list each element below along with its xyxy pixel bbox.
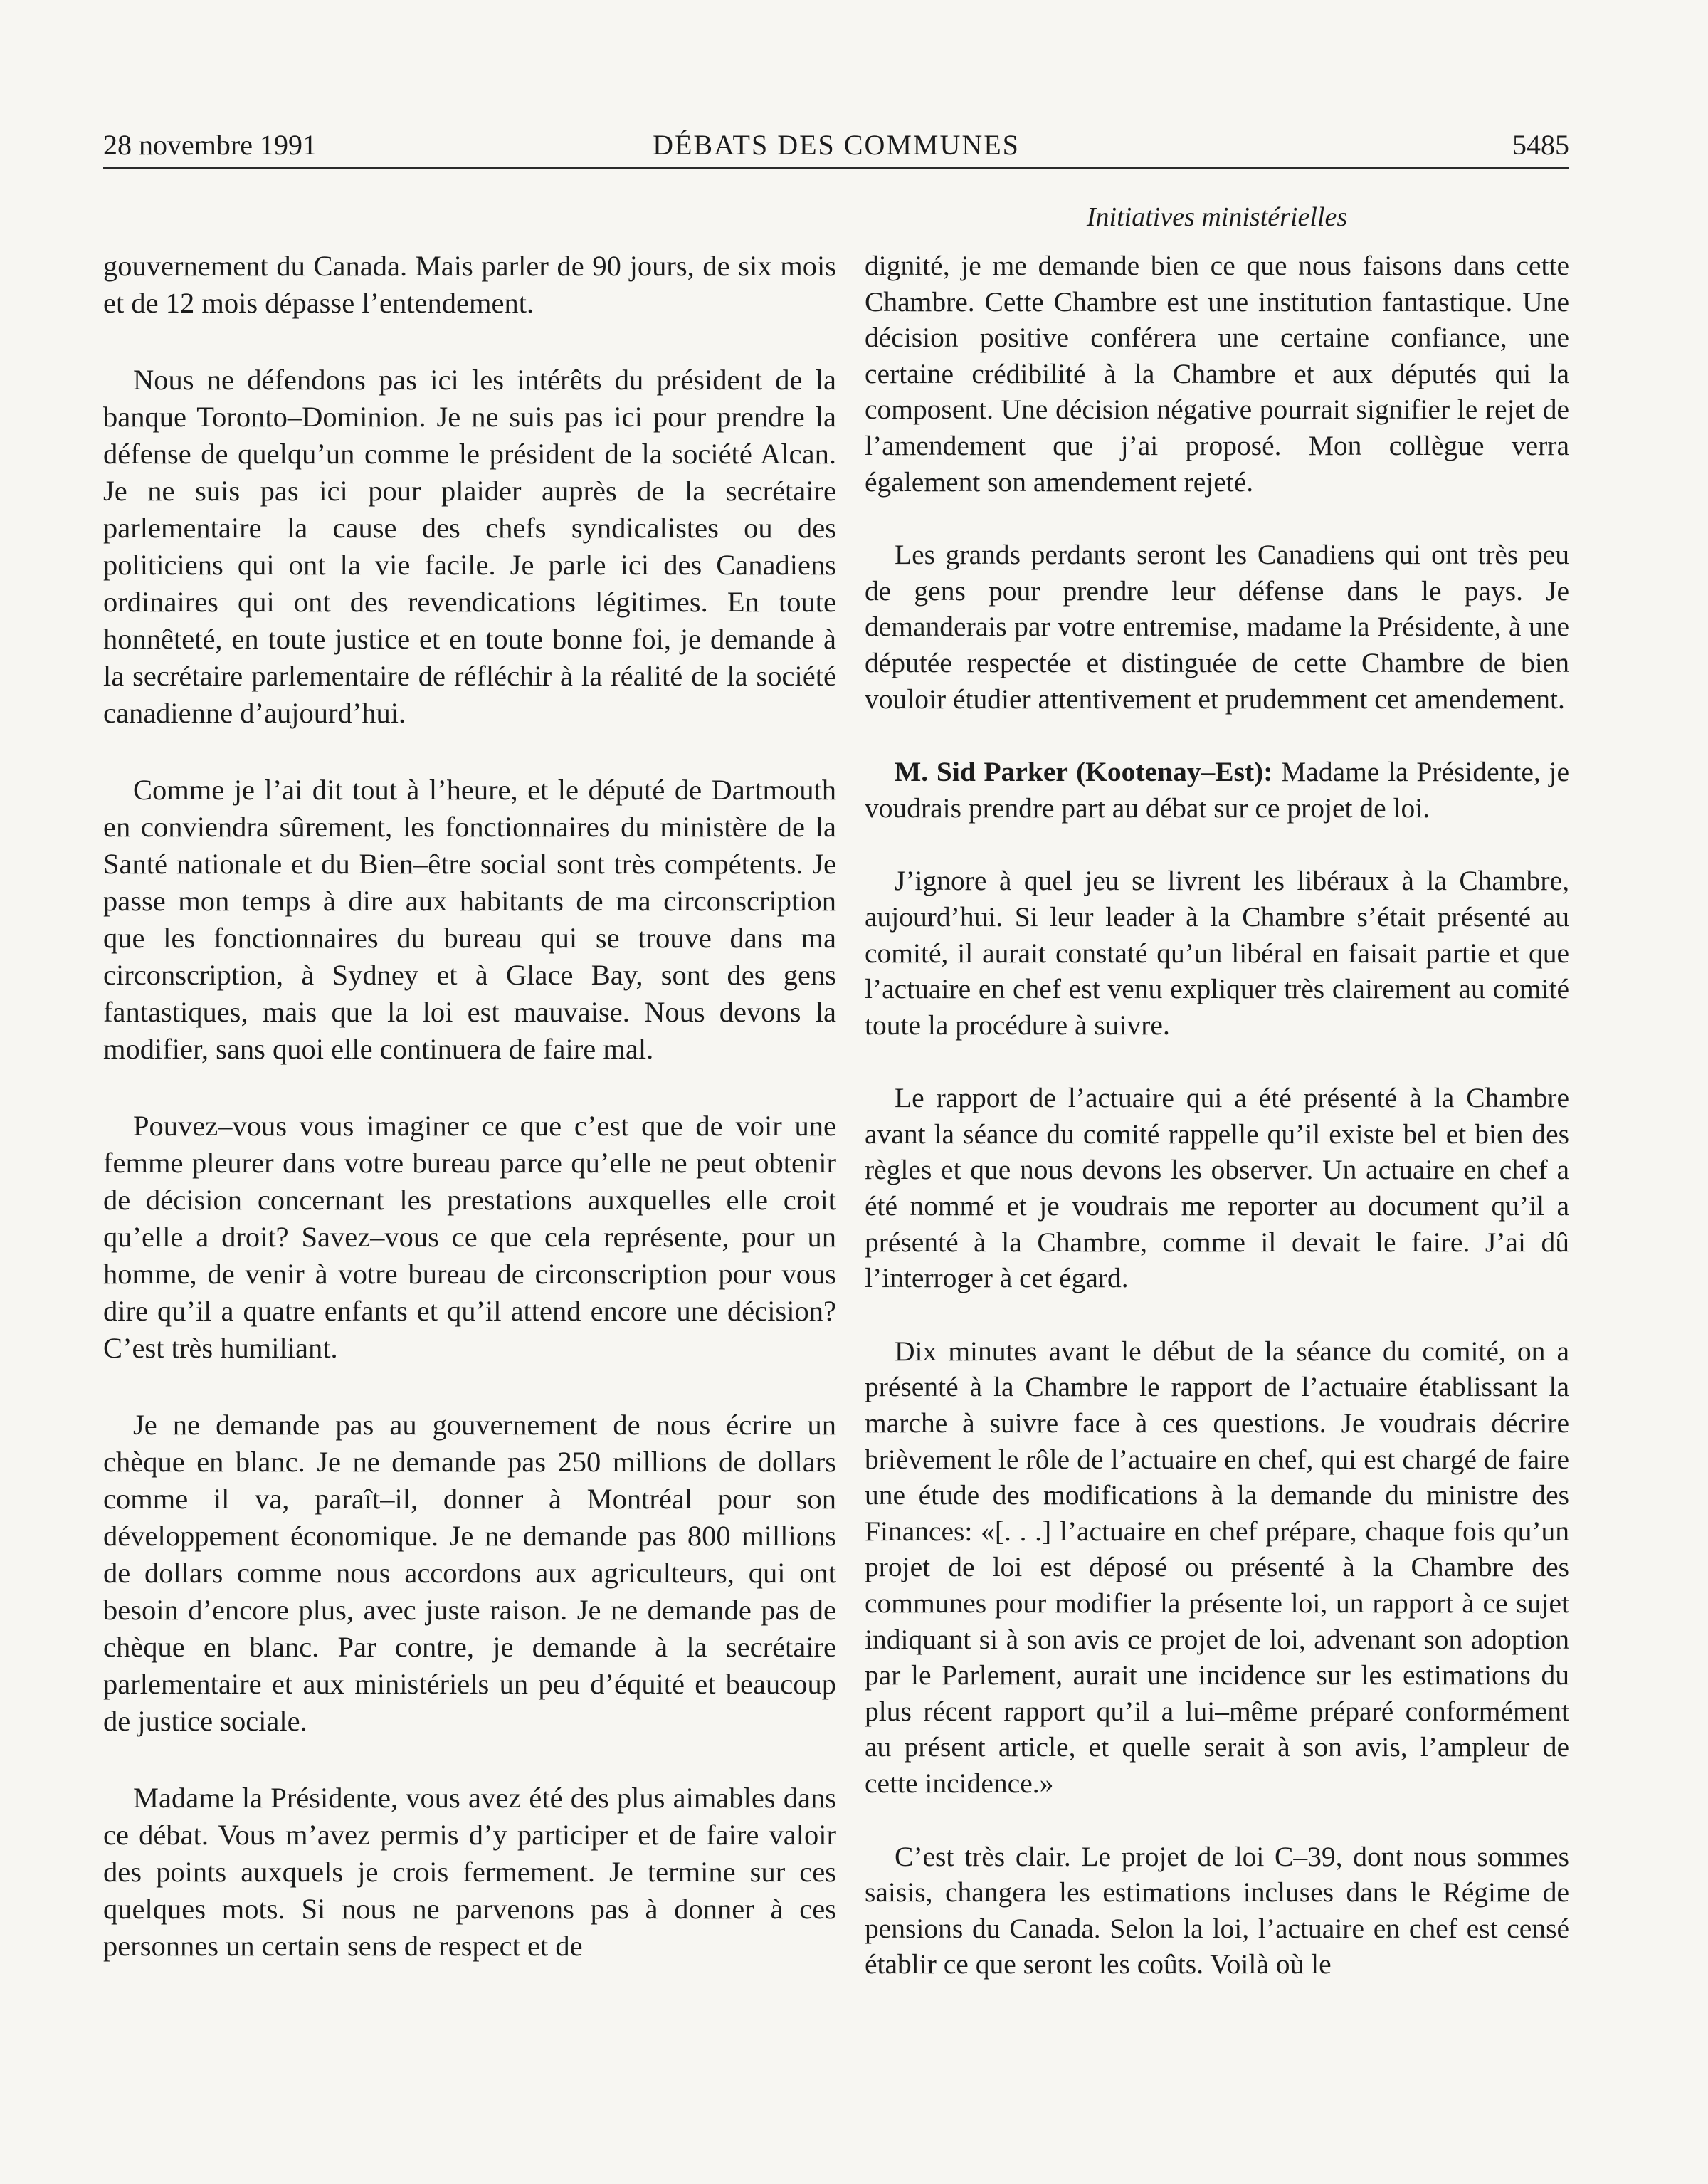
speaker-text: Madame la Présidente, je voudrais prendre part au débat sur ce projet de loi. bbox=[865, 756, 1569, 824]
header-rule bbox=[103, 167, 1569, 169]
header-date: 28 novembre 1991 bbox=[103, 129, 317, 161]
paragraph: Comme je l’ai dit tout à l’heure, et le député de Dartmouth en conviendra sûrement, les fonctionnaires du ministère de la Santé nationale et du Bien–être social sont très compétents. Je passe mon temps à dire aux habitants de ma circonscription que les fonctionnaires du bureau qui se trouve dans ma circonscription, à Sydney et à Glace Bay, sont des gens fantastiques, mais que la loi est mauvaise. Nous devons la modifier, sans quoi elle continuera de faire mal. bbox=[103, 774, 836, 1065]
paragraph: J’ignore à quel jeu se livrent les libéraux à la Chambre, aujourd’hui. Si leur leader à la Chambre s’était présenté au comité, il aurait constaté qu’un libéral en faisait partie et que l’actuaire en chef est venu expliquer très clairement au comité toute la procédure à suivre. bbox=[865, 865, 1569, 1041]
paragraph: Dix minutes avant le début de la séance du comité, on a présenté à la Chambre le rapport de l’actuaire établissant la marche à suivre face à ces questions. Je voudrais décrire brièvement le rôle de l’actuaire en chef, qui est chargé de faire une étude des modifications à la demande du ministre des Finances: «[. . .] l’actuaire en chef prépare, chaque fois qu’un projet de loi est déposé ou présenté à la Chambre des communes pour modifier la présente loi, un rapport à ce sujet indiquant si à son avis ce projet de loi, advenant son adoption par le Parlement, aurait une incidence sur les estimations du plus récent rapport qu’il a lui–même préparé conformément au présent article, et quelle serait à son avis, l’ampleur de cette incidence.» bbox=[865, 1335, 1569, 1799]
paragraph: Madame la Présidente, vous avez été des plus aimables dans ce débat. Vous m’avez permis d’y participer et de faire valoir des points auxquels je crois fermement. Je termine sur ces quelques mots. Si nous ne parvenons pas à donner à ces personnes un certain sens de respect et de bbox=[103, 1782, 836, 1962]
speaker-paragraph bbox=[865, 754, 1569, 826]
page-number: 5485 bbox=[1512, 129, 1569, 161]
paragraph: C’est très clair. Le projet de loi C–39, dont nous sommes saisis, changera les estimations incluses dans le Régime de pensions du Canada. Selon la loi, l’actuaire en chef est censé établir ce que seront les coûts. Voilà où le bbox=[865, 1840, 1569, 1980]
right-column bbox=[865, 248, 1569, 2020]
speaker-name: M. Sid Parker (Kootenay–Est): bbox=[895, 756, 1273, 788]
paragraph: Je ne demande pas au gouvernement de nous écrire un chèque en blanc. Je ne demande pas 250 millions de dollars comme il va, paraît–il, donner à Montréal pour son développement économique. Je ne demande pas 800 millions de dollars comme nous accordons aux agriculteurs, qui ont besoin d’encore plus, avec juste raison. Je ne demande pas de chèque en blanc. Par contre, je demande à la secrétaire parlementaire et aux ministériels un peu d’équité et beaucoup de justice sociale. bbox=[103, 1409, 836, 1737]
paragraph: gouvernement du Canada. Mais parler de 90 jours, de six mois et de 12 mois dépasse l’entendement. bbox=[103, 250, 836, 319]
paragraph: Nous ne défendons pas ici les intérêts du président de la banque Toronto–Dominion. Je ne suis pas ici pour prendre la défense de quelqu’un comme le président de la société Alcan. Je ne suis pas ici pour plaider auprès de la secrétaire parlementaire la cause des chefs syndicalistes ou des politiciens qui ont la vie facile. Je parle ici des Canadiens ordinaires qui ont des revendications légitimes. En toute honnêteté, en toute justice et en toute bonne foi, je demande à la secrétaire parlementaire de réfléchir à la réalité de la société canadienne d’aujourd’hui. bbox=[103, 364, 836, 729]
paragraph: Le rapport de l’actuaire qui a été présenté à la Chambre avant la séance du comité rappelle qu’il existe bel et bien des règles et que nous devons les observer. Un actuaire en chef a été nommé et je voudrais me reporter au document qu’il a présenté à la Chambre, comme il devait le faire. J’ai dû l’interroger à cet égard. bbox=[865, 1082, 1569, 1294]
page-header bbox=[103, 125, 1569, 165]
section-heading: Initiatives ministérielles bbox=[1086, 202, 1348, 232]
paragraph: Pouvez–vous vous imaginer ce que c’est que de voir une femme pleurer dans votre bureau parce qu’elle ne peut obtenir de décision concernant les prestations auxquelles elle croit qu’elle a droit? Savez–vous ce que cela représente, pour un homme, de venir à votre bureau de circonscription pour vous dire qu’il a quatre enfants et qu’il attend encore une décision? C’est très humiliant. bbox=[103, 1110, 836, 1364]
paragraph: Les grands perdants seront les Canadiens qui ont très peu de gens pour prendre leur défense dans le pays. Je demanderais par votre entremise, madame la Présidente, à une députée respectée et distinguée de cette Chambre de bien vouloir étudier attentivement et prudemment cet amendement. bbox=[865, 539, 1569, 715]
header-title: DÉBATS DES COMMUNES bbox=[653, 129, 1020, 161]
left-column bbox=[103, 248, 836, 2005]
paragraph: dignité, je me demande bien ce que nous faisons dans cette Chambre. Cette Chambre est une institution fantastique. Une décision positive conférera une certaine confiance, une certaine crédibilité à la Chambre et aux députés qui la composent. Une décision négative pourrait signifier le rejet de l’amendement que j’ai proposé. Mon collègue verra également son amendement rejeté. bbox=[865, 250, 1569, 498]
